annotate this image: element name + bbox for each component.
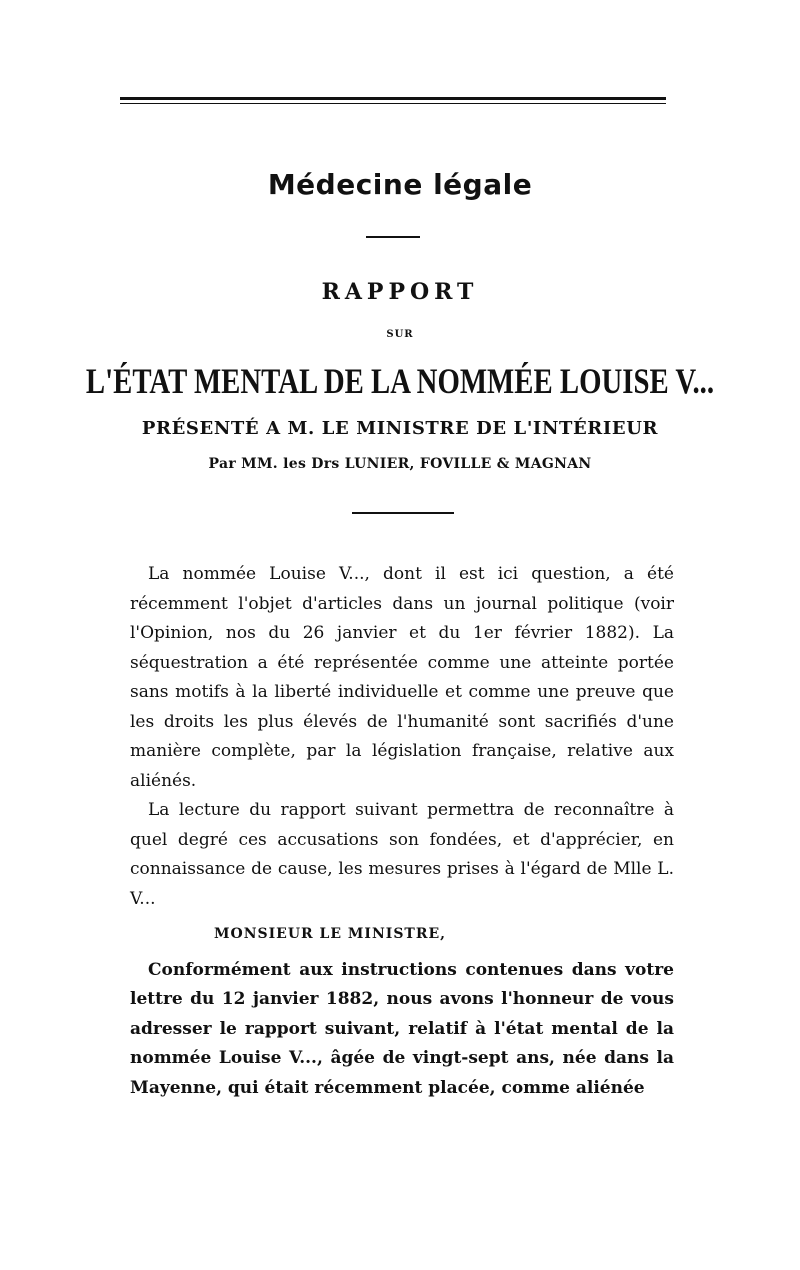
header-divider bbox=[352, 512, 454, 514]
report-title: L'ÉTAT MENTAL DE LA NOMMÉE LOUISE V... bbox=[85, 361, 715, 401]
report-authors: Par MM. les Drs LUNIER, FOVILLE & MAGNAN bbox=[208, 456, 592, 472]
second-paragraph: La lecture du rapport suivant permettra de reconnaître à quel degré ces accusations son fondées, et d'apprécier, en connaissance de cause, les mesures prises à l'égard de Mlle L. V... bbox=[130, 800, 674, 909]
letter-paragraph: Conformément aux instructions contenues dans votre lettre du 12 janvier 1882, nous avons l'honneur de vous adresser le rapport suivant, relatif à l'état mental de la nommée Louise V..., âgée de vingt-sept ans, née dans la Mayenne, qui était récemment placée, comme aliénée bbox=[130, 959, 674, 1098]
intro-paragraph: La nommée Louise V..., dont il est ici question, a été récemment l'objet d'articles dans un journal politique (voir l'Opinion, nos du 26 janvier et du 1er février 1882). La séquestration a été représentée comme une atteinte portée sans motifs à la liberté individuelle et comme une preuve que les droits les plus élevés de l'humanité sont sacrifiés d'une manière complète, par la législation française, relative aux aliénés. bbox=[130, 564, 674, 791]
article-body bbox=[130, 560, 674, 1103]
report-label: RAPPORT bbox=[321, 279, 479, 305]
title-divider bbox=[366, 236, 420, 238]
report-subtitle: PRÉSENTÉ A M. LE MINISTRE DE L'INTÉRIEUR bbox=[141, 418, 659, 439]
report-preposition: SUR bbox=[386, 329, 414, 340]
section-title: Médecine légale bbox=[267, 168, 533, 201]
top-double-rule bbox=[120, 97, 666, 104]
salutation: MONSIEUR LE MINISTRE, bbox=[214, 926, 447, 942]
